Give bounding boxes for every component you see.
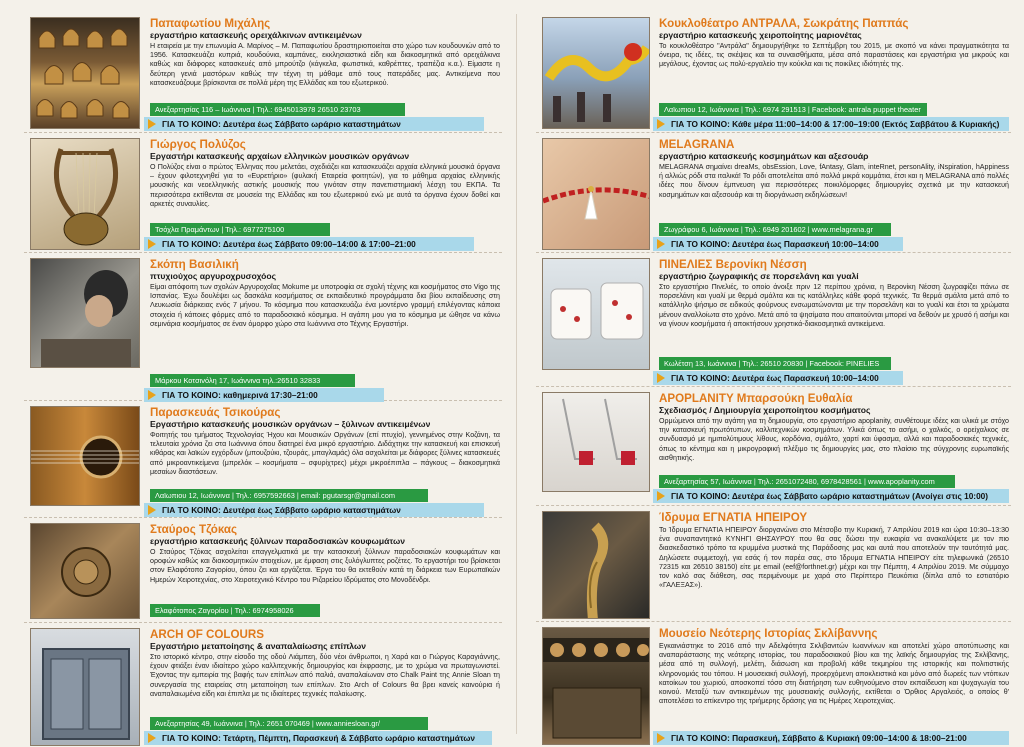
entry-text	[659, 258, 1009, 357]
entry-subtitle: Εργαστήριο κατασκευής μουσικών οργάνων – ξύλινων αντικειμένων	[150, 419, 431, 429]
furniture-photo	[30, 628, 140, 746]
entry-subtitle: εργαστήριο ζωγραφικής σε πορσελάνη και γυαλί	[659, 271, 859, 281]
contact-bar: Ανεξαρτησίας 116 – Ιωάννινα | Τηλ.: 6945013978 26510 23703	[150, 103, 405, 116]
entry-description: Στο εργαστήριο Πινελιές, το οποίο άνοιξε πριν 12 περίπου χρόνια, η Βερονίκη Νέσση ζωγραφίζει πάνω σε πορσελάνη και γυαλί με θερμά σμάλτα και τις κατάλληλες κάθε φορά τεχνικές. Τα θερμά σμάλτα μετά από το κατάλληλο ψήσιμο σε ειδικούς φούρνους ενσωματώνονται με την πορσελάνη και το γυαλί και έτσι τα χρώματα μένουν αναλλοίωτα στο χρόνο. Μετά από τα ψησίματα που απαιτούνται μπορεί να δεθούν με χρυσό ή ασήμι και να γίνουν κοσμήματα ή αποκτήσουν χρηστικά-διακοσμητικά αντικείμενα.	[659, 283, 1009, 328]
hours-bar	[144, 237, 474, 251]
bracelet-photo	[542, 138, 650, 250]
lyre-illustration	[31, 139, 140, 250]
hours-bar	[653, 371, 903, 385]
cabinet-illustration	[31, 629, 140, 746]
entry-text	[659, 627, 1009, 734]
hours-bar	[653, 237, 903, 251]
hours-text: ΓΙΑ ΤΟ ΚΟΙΝΟ: Δευτέρα έως Παρασκευή 10:00–14:00	[671, 373, 879, 383]
puppet-parade-photo	[542, 17, 650, 129]
entry-title: ΠΙΝΕΛΙΕΣ Βερονίκη Νέσση	[659, 258, 807, 271]
entry-title: Γιώργος Πολύζος	[150, 138, 246, 151]
arrow-icon	[657, 119, 665, 129]
entry-description: Η εταιρεία με την επωνυμία Α. Μαρίνος – Μ. Παπαφωτίου δραστηριοποιείται στο χώρο των κουδουνιών από το 1956. Κατασκευάζει κυπριά, κουδούνια, καμπάνες, εκκλησιαστικά είδη και διακοσμητικά από ορειχάλκινα καθώς και διάφορες κατασκευές από μπρούτζο (κάγκελα, φωτιστικά, καθρέπτες, τραπέζια κ.α.). Είμαστε η δεύτερη γενιά μαστόρων καθώς την τέχνη τη μάθαμε από τους πατεράδες μας. Αντικείμενα που κατασκευάζουμε βρίσκονται σε πολλά μέρη της Ελλάδας και του εξωτερικού.	[150, 42, 500, 87]
entry-melagrana	[536, 135, 1011, 253]
entry-title: MELAGRANA	[659, 138, 735, 151]
entry-description: Φοιτητής του τμήματος Τεχνολογίας Ήχου και Μουσικών Οργάνων (επί πτυχίο), γεννημένος στην Κοζάνη, τα τελευταία χρόνια ζει στα Ιωάννινα όπου διατηρεί ένα μικρό εργαστήριο. Διδάχτηκε την κατασκευή και επισκευή κιθάρας και λαϊκών εγχόρδων (μπουζούκι, τζουράς, μπαγλαμάς) όλα ασχολείται με διάφορες ξύλινες κατασκευές από μικροαντικείμενα (μπρελόκ – κοσμήματα – σφυρίχτρες) μέχρι μικροέπιπλα – πάγκους – διακοσμητικά μεσαίων διαστάσεων.	[150, 431, 500, 476]
hours-bar	[144, 117, 484, 131]
entry-text	[150, 138, 500, 227]
arrow-icon	[657, 491, 665, 501]
arrow-icon	[148, 505, 156, 515]
entry-description: Το Ίδρυμα ΕΓΝΑΤΙΑ ΗΠΕΙΡΟΥ διοργανώνει στο Μέτσοβο την Κυριακή, 7 Απριλίου 2019 και ώρα 10:30–13:30 ένα συναπαντητικό ΚΥΝΗΓΙ ΘΗΣΑΥΡΟΥ που θα σας δώσει την ευκαιρία να ανακαλύψετε με τον πιο διασκεδαστικό τρόπο τα κρυμμένα μυστικά της Παράδοσης μας και αυτά που αποτελούν την ταυτότητά μας. Δηλώσετε συμμετοχή, για εσάς ή τον παρέα σας, στο Ίδρυμα ΕΓΝΑΤΙΑ ΗΠΕΙΡΟΥ είτε τηλεφωνικά (26510 72315 και 26510 38150) είτε με email (eef@forthnet.gr) μέχρι και την Πέμπτη, 4 Απριλίου 2019. Με σύμμαχο τον καλό σας διάθεση, σας περιμένουμε με χαρά στο Περίπτερο Πευκόπια (δίπλα από το εστιατόριο «ΓΑΛΕΞΑΣ»).	[659, 526, 1009, 590]
hours-bar	[144, 731, 492, 745]
entry-polyzos	[24, 135, 502, 253]
column-divider	[516, 14, 517, 734]
jeweler-illustration	[31, 259, 140, 368]
hours-text: ΓΙΑ ΤΟ ΚΟΙΝΟ: Δευτέρα έως Σάββατο 09:00–14:00 & 17:00–21:00	[162, 239, 416, 249]
entry-title: Μουσείο Νεότερης Ιστορίας Σκλίβαννης	[659, 627, 878, 640]
guitar-illustration	[31, 407, 140, 506]
entry-text	[659, 511, 1009, 618]
earrings-photo	[542, 392, 650, 492]
rosette-illustration	[31, 524, 140, 619]
entry-subtitle: πτυχιούχος αργυροχρυσοχόος	[150, 271, 277, 281]
entry-skopi	[24, 255, 502, 401]
entry-text	[150, 628, 500, 717]
entry-arch-of-colours	[24, 625, 502, 747]
entry-text	[150, 406, 500, 495]
entry-description: MELAGRANA σημαίνει dreaMs, obsEssion, Love, fAntasy, Glam, inteRnet, personAlity, iNspiration, hAppiness ή αλλιώς ρόδι στα ιταλικά! Το ρόδι αποτελείται από πολλά μικρά κομμάτια, έτσι και η MELAGRANA από πολλές ιδέες που δίνουν έμπνευση για περισσότερες ποικιλόμορφες δημιουργίες σχετικά με την κατασκευή κοσμημάτων και αξεσουάρ και τη διοργάνωση εκδηλώσεων!	[659, 163, 1009, 199]
hours-bar	[653, 489, 1009, 503]
entry-subtitle: εργαστήριο κατασκευής κοσμημάτων και αξεσουάρ	[659, 151, 869, 161]
hours-bar	[144, 503, 484, 517]
entry-egnatia	[536, 508, 1011, 622]
wood-ceiling-photo	[30, 523, 140, 619]
hours-text: ΓΙΑ ΤΟ ΚΟΙΝΟ: Τετάρτη, Πέμπτη, Παρασκευή & Σάββατο ωράριο καταστημάτων	[162, 733, 475, 743]
contact-bar: Λαϊωπιου 12, Ιωάννινα | Τηλ.: 6974 291513 | Facebook: antrala puppet theater	[659, 103, 927, 116]
hours-text: ΓΙΑ ΤΟ ΚΟΙΝΟ: Παρασκευή, Σάββατο & Κυριακή 09:00–14:00 & 18:00–21:00	[671, 733, 967, 743]
entry-sklivani-museum	[536, 624, 1011, 747]
hours-text: ΓΙΑ ΤΟ ΚΟΙΝΟ: Δευτέρα έως Σάββατο ωράριο καταστημάτων	[162, 119, 401, 129]
arrow-icon	[148, 119, 156, 129]
entry-apoplanity	[536, 389, 1011, 506]
entry-description: Εγκαινιάστηκε το 2016 από την Αδελφότητα Σκλιβανιτών Ιωαννίνων και αποτελεί χώρο αποτύπωσης και αναπαράστασης της νεότερης ιστορίας, του παραδοσιακού βίου και της λαϊκής δημιουργίας της Σκλίβανης, μέσα από τη συλλογή, μελέτη, διάσωση και προβολή κάθε τεκμηρίου της ιστορικής και πολιτιστικής κληρονομιάς του τόπου. Η μουσειακή συλλογή, προερχόμενη αποκλειστικά και μόνο από δωρεές των ντόπιων κατοίκων του χωριού, αποσκοπεί τόσο στη διατήρηση των ευθηνούμενο στον εκπαίδευση και ψυχαγωγία του κοινού. Μεταξύ των αντικειμένων της μουσειακής συλλογής, εκτίθεται ο Όρθιος Αργαλειός, ο οποίος θ' αποτελέσει το επίκεντρο της τριήμερης δράσης για τις Ημέρες Χειροτεχνίας.	[659, 642, 1009, 706]
arrow-icon	[657, 733, 665, 743]
entry-text	[659, 17, 1009, 88]
entry-tsikouras	[24, 403, 502, 518]
arrow-icon	[148, 390, 156, 400]
entry-antrala	[536, 14, 1011, 133]
arrow-icon	[148, 733, 156, 743]
hours-bar	[653, 117, 1009, 131]
jeweler-photo	[30, 258, 140, 368]
entry-title: Σταύρος Τζόκας	[150, 523, 238, 536]
entry-description: Το κουκλοθέατρο "Αντράλα" δημιουργήθηκε το Σεπτέμβρη του 2015, με σκοπό να κάνει πραγματικότητα τα όνειρα, τις ιδέες, τις σκέψεις και τα συναισθήματα, μέσα από παραστάσεις και εργαστήρια για μικρούς και μεγάλους, έχοντας ως πολύ-εργαλείο την κούκλα και τις ποικίλες ιδιότητές της.	[659, 42, 1009, 69]
arrow-icon	[148, 239, 156, 249]
entry-description: Στο ιστορικό κέντρο, στην είσοδο της οδού Λιάμπεη, δύο νέοι άνθρωποι, η Χαρά και ο Γιώργος Καραγιάννης, έχουν φτιάξει έναν ιδιαίτερο χώρο καλλιτεχνικής δημιουργίας και έκφρασης, με το χρώμα να πρωταγωνιστεί. Έχοντας την εμπειρία της βαφής των επίπλων από παλιά, αναπαλαίωναν στο Chalk Paint της Annie Sloan τη συνεργασία της εταιρείας στη μεταποίηση των επίπλων. Στο Arch of Colours θα βρει κανείς καινούρια ή αναπαλαιωμένα είδη και έπιπλα με τις ιδιαίτερες τεχνικές παλαίωσης.	[150, 653, 500, 698]
hours-text: ΓΙΑ ΤΟ ΚΟΙΝΟ: Δευτέρα έως Σάββατο ωράριο καταστημάτων	[162, 505, 401, 515]
museum-illustration	[543, 628, 650, 745]
contact-bar: Ανεξαρτησίας 57, Ιωάννινα | Τηλ.: 2651072480, 6978428561 | www.apoplanity.com	[659, 475, 955, 488]
hours-text: ΓΙΑ ΤΟ ΚΟΙΝΟ: Κάθε μέρα 11:00–14:00 & 17:00–19:00 (Εκτός Σαββάτου & Κυριακής)	[671, 119, 1000, 129]
bells-photo	[30, 17, 140, 129]
hours-bar	[653, 731, 1009, 745]
cups-illustration	[543, 259, 650, 370]
entry-subtitle: Σχεδιασμός / Δημιουργία χειροποίητου κοσμήματος	[659, 405, 871, 415]
contact-bar: Τσόχλα Πραμάντων | Τηλ.: 6977275100	[150, 223, 330, 236]
entry-tzokas	[24, 520, 502, 623]
entry-subtitle: εργαστήριο κατασκευής ξύλινων παραδοσιακών κουφωμάτων	[150, 536, 405, 546]
contact-bar: Κωλέτση 13, Ιωάννινα | Τηλ.: 26510 20830 | Facebook: PINELIES	[659, 357, 891, 370]
contact-bar: Ζωγράφου 6, Ιωάννινα | Τηλ.: 6949 201602 | www.melagrana.gr	[659, 223, 891, 236]
porcelain-photo	[542, 258, 650, 370]
lyre-photo	[30, 138, 140, 250]
entry-text	[659, 138, 1009, 219]
entry-description: Ο Πολύζος είναι ο πρώτος Έλληνας που μελετάει, σχεδιάζει και κατασκευάζει αρχαία ελληνικά μουσικά όργανα – έχουν φιλοτεχνηθεί για το «Ευρετήριο» (φυλακή Εταιρεία φοιτητών), για το μάθημα αρχαίας ελληνικής μουσικής και νεοελληνικής αστικής μουσικής που γινόταν στην πανεπιστημιακή λέσχη του ΕΚΠΑ. Τα περισσότερα εκτίθενται σε μουσεία της Ελλάδας και του εξωτερικού ενώ με αυτά τα όργανα έχουν δοθεί και αρκετές συναυλίες.	[150, 163, 500, 208]
contact-bar: Μάρκου Κοτσινόλη 17, Ιωάννινα τηλ.:26510 32833	[150, 374, 355, 387]
guitar-photo	[30, 406, 140, 506]
contact-bar: Ελαφότοπος Ζαγορίου | Τηλ.: 6974958026	[150, 604, 320, 617]
entry-description: Είμαι απόφοιτη των σχολών Αργυροχοΐας Mokume με υποτροφία σε σχολή τέχνης και κοσμήματος στο Vigo της Ισπανίας. Έχω δουλέψει ως δασκάλα κοσμήματος σε εκπαιδευτικό προγράμματα δια βίου εκπαίδευσης στη Λευκωσία διάρκειας ενός 7 μήνου. Το κόσμημα που κατασκευάζω ένα μοντέρνο γραμμή επιλέγοντας κάποια στοιχεία ή κάποιες φόρμες από το παραδοσιακό κόσμημα. Η αγάπη μου για το κόσμημα με ώθησε να κάνω σεμινάρια κοσμήματος σε έναν όμορφο χώρο στα Ιωάννινα στο Τέχνης Εργαστήρι.	[150, 283, 500, 328]
dragon-illustration	[543, 18, 650, 129]
bracelet-illustration	[543, 139, 650, 250]
entry-text	[150, 523, 500, 603]
entry-title: Κουκλοθέατρο ΑΝΤΡΑΛΑ, Σωκράτης Παππάς	[659, 17, 909, 30]
entry-title: Σκόπη Βασιλική	[150, 258, 239, 271]
entry-subtitle: εργαστήριο κατασκευής χειροποίητης μαριονέτας	[659, 30, 862, 40]
arrow-icon	[657, 373, 665, 383]
entry-text	[150, 17, 500, 88]
entry-papafotiou	[24, 14, 502, 133]
entry-subtitle: εργαστήριο κατασκευής ορειχάλκινων αντικειμένων	[150, 30, 362, 40]
entry-text	[150, 258, 500, 365]
hours-bar	[144, 388, 384, 402]
entry-title: ARCH OF COLOURS	[150, 628, 265, 641]
hours-text: ΓΙΑ ΤΟ ΚΟΙΝΟ: Δευτέρα έως Σάββατο ωράριο καταστημάτων (Ανοίγει στις 10:00)	[671, 491, 989, 501]
entry-description: Ο Σταύρος Τζόκας ασχολείται επαγγελματικά με την κατασκευή ξύλινων παραδοσιακών κουφωμάτων και οροφών καθώς και διακοσμητικών στοιχείων, με έμφαση στις ξυλόγλυπτες ροζέτες. Το εργαστήρι του βρίσκεται στον Ελαφότοπο Ζαγορίου, όπου ζει και εργάζεται. Έργα του θα εκτεθούν κατά τη διάρκεια των Ευρωπαϊκών Ημερών Χειροτεχνίας, στο Χειροτεχνικό Κέντρο του Ριζαρείου Ιδρύματος στο Μονοδένδρι.	[150, 548, 500, 584]
bells-illustration	[31, 18, 140, 129]
cane-illustration	[543, 512, 650, 619]
entry-subtitle: Εργαστήριο μεταποίησης & αναπαλαίωσης επίπλων	[150, 641, 367, 651]
entry-text	[659, 392, 1009, 473]
contact-bar: Λαϊωπιου 12, Ιωάννινα | Τηλ.: 6957592663 | email: pgutarsgr@gmail.com	[150, 489, 428, 502]
entry-description: Ορμώμενοι από την αγάπη για τη δημιουργία, στο εργαστήριο apoplanity, συνθέτουμε ιδέες και υλικά με στόχο την κατασκευή πρωτότυπων, καλλιτεχνικών κοσμημάτων. Υλικά όπως το ασήμι, ο χαλκός, ο ορείχαλκος σε συνδυασμό με ημιπολύτιμους λίθους, κορδόνια, σμάλτο, χαρτί και ύφασμα, αλλά και παραδοσιακές τεχνικές, όπως το κέντημα και η μικρογραφική πλέξιμο τις δημιουργίες μας, στο πλαίσιο της σύγχρονης ευρωπαϊκής αισθητικής.	[659, 417, 1009, 462]
entry-title: Παπαφωτίου Μιχάλης	[150, 17, 271, 30]
entry-title: Ίδρυμα ΕΓΝΑΤΙΑ ΗΠΕΙΡΟΥ	[659, 511, 808, 524]
carved-cane-photo	[542, 511, 650, 619]
earrings-illustration	[543, 393, 650, 492]
museum-photo	[542, 627, 650, 745]
hours-text: ΓΙΑ ΤΟ ΚΟΙΝΟ: Δευτέρα έως Παρασκευή 10:00–14:00	[671, 239, 879, 249]
contact-bar: Ανεξαρτησίας 49, Ιωάννινα | Τηλ.: 2651 070469 | www.anniesloan.gr/	[150, 717, 428, 730]
entry-title: Παρασκευάς Τσικούρας	[150, 406, 281, 419]
entry-title: APOPLANITY Μπαρσούκη Ευθαλία	[659, 392, 853, 405]
arrow-icon	[657, 239, 665, 249]
entry-pinelies	[536, 255, 1011, 387]
hours-text: ΓΙΑ ΤΟ ΚΟΙΝΟ: καθημερινά 17:30–21:00	[162, 390, 318, 400]
entry-subtitle: Εργαστήρι κατασκευής αρχαίων ελληνικών μουσικών οργάνων	[150, 151, 410, 161]
